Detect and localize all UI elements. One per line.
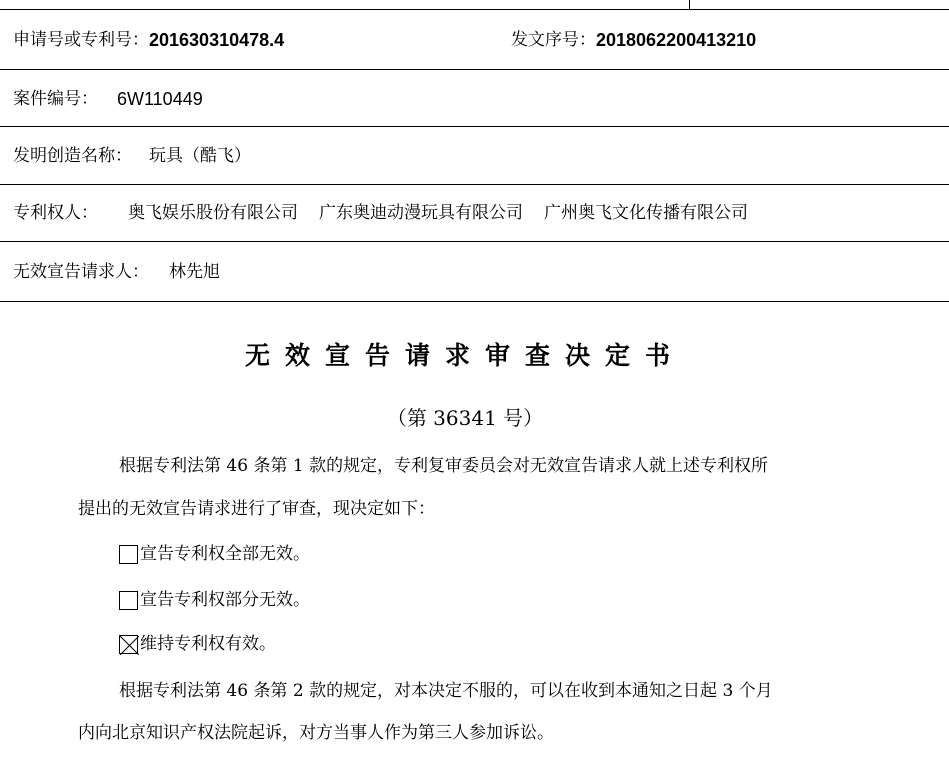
patentee-row [13,203,748,223]
divider [0,301,949,302]
invention-name: 玩具（酷飞） [149,146,251,166]
paragraph-1-line-2: 提出的无效宣告请求进行了审查，现决定如下： [78,499,435,519]
checkbox-checked [119,635,138,654]
option-label: 维持专利权有效。 [140,634,276,654]
divider [0,241,949,242]
application-number: 201630310478.4 [149,30,285,50]
case-row [13,89,203,109]
checkbox-unchecked [119,591,138,610]
divider [0,184,949,185]
option-invalid-partial [119,589,310,611]
option-label: 宣告专利权全部无效。 [140,544,310,564]
document-title: 无效宣告请求审查决定书 [244,341,685,370]
x-mark-icon [120,636,139,655]
invention-row [13,146,251,166]
patentee-label: 专利权人： [13,203,98,223]
case-number: 6W110449 [117,89,203,109]
paragraph-2-line-2: 内向北京知识产权法院起诉，对方当事人作为第三人参加诉讼。 [78,723,554,743]
serial-row [511,30,756,50]
option-invalid-all [119,543,310,565]
divider [0,126,949,127]
checkbox-unchecked [119,545,138,564]
requester-label: 无效宣告请求人： [13,262,149,282]
requester-name: 林先旭 [169,262,220,282]
top-border [0,9,949,10]
requester-row [13,262,220,282]
patentee-1: 奥飞娱乐股份有限公司 [128,203,298,223]
invention-label: 发明创造名称： [13,146,132,166]
application-row [13,30,284,50]
option-label: 宣告专利权部分无效。 [140,590,310,610]
divider [0,69,949,70]
paragraph-2-line-1: 根据专利法第 46 条第 2 款的规定，对本决定不服的，可以在收到本通知之日起 3 个月 [119,681,773,701]
application-label: 申请号或专利号： [13,30,149,50]
patentee-2: 广东奥迪动漫玩具有限公司 [319,203,523,223]
decision-number: （第 36341 号） [386,406,544,430]
serial-number: 2018062200413210 [596,30,757,50]
case-label: 案件编号： [13,89,98,109]
serial-label: 发文序号： [511,30,596,50]
patentee-3: 广州奥飞文化传播有限公司 [544,203,748,223]
option-maintain-valid [119,633,276,655]
paragraph-1-line-1: 根据专利法第 46 条第 1 款的规定，专利复审委员会对无效宣告请求人就上述专利权所 [119,456,769,476]
top-divider [689,0,690,10]
